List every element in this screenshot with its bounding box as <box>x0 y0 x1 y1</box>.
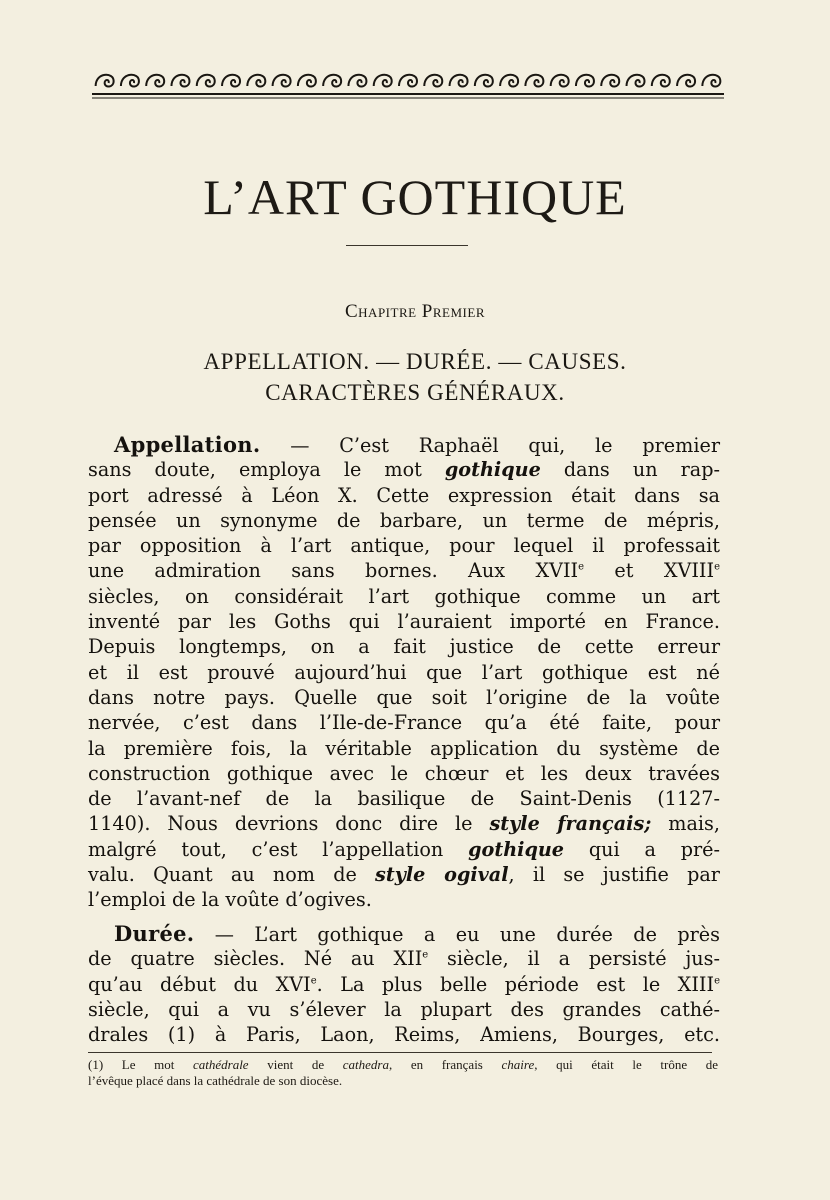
ornament-scroll <box>702 75 720 87</box>
text-line: sans doute, employa le mot gothique dans un rap- <box>88 458 720 482</box>
ornament-scroll <box>298 75 316 87</box>
text-line: Durée. — L’art gothique a eu une durée de près <box>114 921 720 946</box>
ornament-scroll <box>475 75 493 87</box>
ornament-scroll <box>273 75 291 87</box>
ornament-scroll <box>374 75 392 87</box>
ornament-scroll <box>551 75 569 87</box>
footnote-line: l’évêque placé dans la cathédrale de son diocèse. <box>88 1073 343 1088</box>
text-line: inventé par les Goths qui l’auraient importé en France. <box>88 610 720 634</box>
text-line: 1140). Nous devrions donc dire le style français; mais, <box>88 812 720 836</box>
section-heading-line-1: APPELLATION. — DURÉE. — CAUSES. <box>203 349 627 374</box>
text-line: nervée, c’est dans l’Ile-de-France qu’a été faite, pour <box>88 711 720 735</box>
ornament-scroll <box>424 75 442 87</box>
text-line: construction gothique avec le chœur et les deux travées <box>88 761 720 785</box>
text-line: de quatre siècles. Né au XIIe siècle, il a persisté jus- <box>88 947 720 971</box>
text-line: qu’au début du XVIe. La plus belle période est le XIIIe <box>88 972 720 996</box>
decorative-ornament-band <box>92 68 724 102</box>
text-line: Depuis longtemps, on a fait justice de cette erreur <box>88 635 720 659</box>
chapter-label: Chapitre Premier <box>345 301 485 322</box>
footnote-rule <box>88 1052 712 1053</box>
text-line: malgré tout, c’est l’appellation gothique qui a pré- <box>88 837 721 861</box>
footnote-line: (1) Le mot cathédrale vient de cathedra, en français chaire, qui était le trône de <box>88 1057 718 1072</box>
emphasis: gothique <box>468 837 565 861</box>
text-line: et il est prouvé aujourd’hui que l’art gothique est né <box>88 660 720 684</box>
ornament-scroll <box>323 75 341 87</box>
emphasis: style français; <box>489 812 652 836</box>
ornament-scroll <box>121 75 139 87</box>
text-line: par opposition à l’art antique, pour lequel il professait <box>88 534 720 558</box>
text-line: pensée un synonyme de barbare, un terme de mépris, <box>88 508 720 532</box>
ornament-scroll <box>576 75 594 87</box>
ornament-scroll <box>171 75 189 87</box>
ornament-scroll <box>146 75 164 87</box>
text-line: port adressé à Léon X. Cette expression était dans sa <box>88 483 720 507</box>
text-line: siècles, on considérait l’art gothique comme un art <box>88 584 720 608</box>
runin-heading: Appellation. <box>114 432 261 457</box>
ornament-scroll <box>197 75 215 87</box>
emphasis: style ogival <box>375 863 509 887</box>
text-line: la première fois, la véritable application du système de <box>88 736 720 760</box>
ornament-scroll <box>652 75 670 87</box>
ornament-scroll <box>222 75 240 87</box>
paragraph-duree <box>88 921 720 1047</box>
text-line: siècle, qui a vu s’élever la plupart des grandes cathé- <box>88 997 720 1021</box>
section-heading-line-2: CARACTÈRES GÉNÉRAUX. <box>265 380 565 405</box>
ornament-scroll <box>677 75 695 87</box>
text-line: de l’avant-nef de la basilique de Saint-Denis (1127- <box>88 787 720 811</box>
text-line: dans notre pays. Quelle que soit l’origine de la voûte <box>88 685 720 709</box>
text-line: une admiration sans bornes. Aux XVIIe et XVIIIe <box>88 559 720 583</box>
ornament-scroll <box>525 75 543 87</box>
page-title: L’ART GOTHIQUE <box>203 169 627 225</box>
footnote <box>88 1057 718 1089</box>
ornament-scroll <box>627 75 645 87</box>
ornament-scroll <box>96 75 114 87</box>
text-line: Appellation. — C’est Raphaël qui, le premier <box>114 432 720 457</box>
ornament-scroll <box>601 75 619 87</box>
ornament-scroll <box>500 75 518 87</box>
emphasis: gothique <box>444 458 541 482</box>
ornament-scroll <box>399 75 417 87</box>
text-line: valu. Quant au nom de style ogival, il se justifie par <box>88 863 720 887</box>
text-line: drales (1) à Paris, Laon, Reims, Amiens, Bourges, etc. <box>88 1023 720 1047</box>
text-line: l’emploi de la voûte d’ogives. <box>88 888 372 912</box>
title-rule <box>346 245 468 246</box>
paragraph-appellation <box>88 432 720 913</box>
runin-heading: Durée. <box>114 921 195 946</box>
ornament-scroll <box>450 75 468 87</box>
ornament-scroll <box>247 75 265 87</box>
ornament-scroll <box>348 75 366 87</box>
